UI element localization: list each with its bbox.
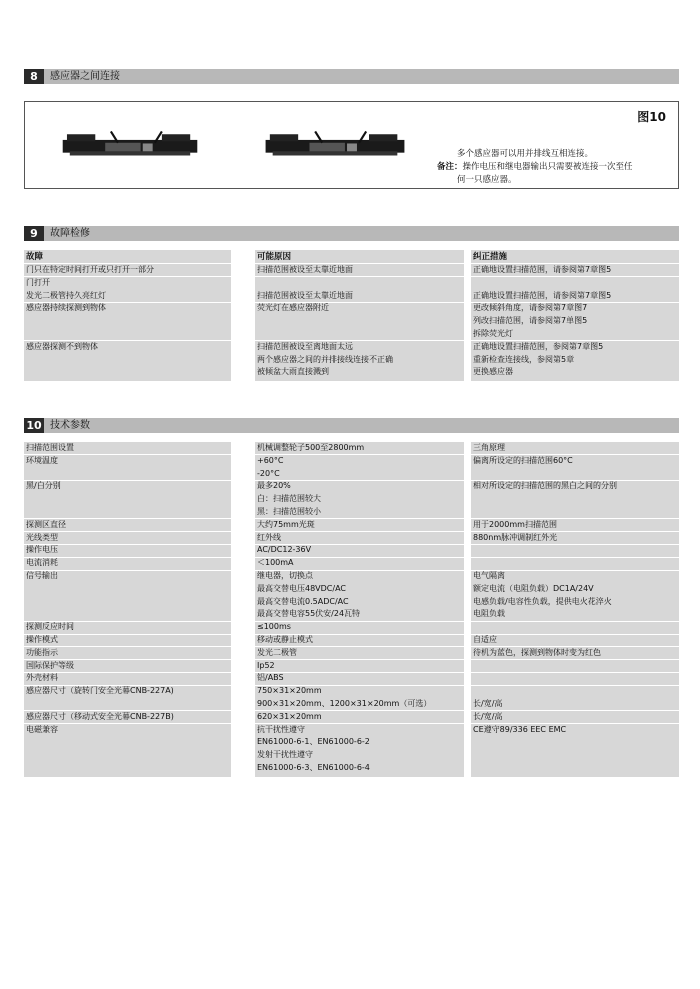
table-cell: 黑：扫描范围较小 — [257, 507, 321, 516]
table-cell: ＜100mA — [257, 558, 294, 568]
section-10-header — [24, 418, 679, 433]
sensor-image-left — [35, 130, 225, 164]
table-cell: 扫描范围被设至太靠近地面 — [257, 290, 353, 300]
table-cell: 正确地设置扫描范围，参阅第7章图5 — [473, 341, 604, 351]
table-cell: 620×31×20mm — [257, 711, 322, 721]
row-divider — [471, 276, 679, 277]
table-cell: 最高交替电容55伏安/24瓦特 — [257, 609, 361, 619]
table-cell: 自适应 — [473, 635, 497, 644]
table-cell: 用于2000mm扫描范围 — [473, 519, 557, 529]
table-cell: 750×31×20mm — [257, 686, 322, 696]
table-cell: 感应器尺寸（旋转门安全光幕CNB-227A) — [26, 686, 174, 696]
table-cell: 偏离所设定的扫描范围60°C — [473, 455, 573, 465]
table-cell: 额定电流（电阻负载）DC1A/24V — [473, 583, 594, 593]
table-cell: 扫描范围被设至离地面太远 — [257, 341, 353, 351]
row-divider — [471, 557, 679, 558]
row-divider — [255, 659, 464, 660]
note-label: 备注： — [437, 162, 463, 172]
table-cell: 国际保护等级 — [26, 660, 74, 670]
table-cell: 长/宽/高 — [473, 699, 503, 708]
table-cell: AC/DC12-36V — [257, 545, 312, 555]
section-title: 感应器之间连接 — [50, 71, 120, 82]
table-cell: 电磁兼容 — [26, 724, 58, 734]
table-cell: 被倾盆大雨直接溅到 — [257, 367, 329, 377]
table-cell: 信号输出 — [26, 571, 58, 580]
row-divider — [471, 659, 679, 660]
table-cell: 探测反应时间 — [26, 622, 74, 632]
caption-note — [437, 161, 675, 174]
section-title: 技术参数 — [50, 420, 90, 431]
table-cell: 门打开 — [26, 277, 50, 287]
table-cell: 铝/ABS — [257, 673, 284, 683]
table-cell: 电气隔离 — [473, 571, 505, 580]
table-cell: 长/宽/高 — [473, 711, 503, 721]
caption-line: 多个感应器可以用并排线互相连接。 — [457, 149, 594, 159]
row-divider — [255, 454, 464, 455]
table-cell: 电流消耗 — [26, 558, 58, 568]
table-cell: 感应器探测不到物体 — [26, 341, 98, 351]
table-cell: 待机为蓝色，探测到物体时变为红色 — [473, 647, 601, 657]
section-number: 8 — [24, 69, 44, 84]
row-divider — [471, 685, 679, 686]
table-cell: 感应器持续探测到物体 — [26, 303, 106, 313]
note-text: 操作电压和继电器输出只需要被连接一次至任 — [462, 162, 633, 172]
table-cell: 感应器尺寸（移动式安全光幕CNB-227B) — [26, 711, 174, 721]
table-cell: 正确地设置扫描范围，请参阅第7章图5 — [473, 290, 612, 300]
table-cell: 黑/白分别 — [26, 481, 61, 491]
section-number: 9 — [24, 226, 44, 241]
table-cell: 电阻负载 — [473, 609, 505, 619]
table-cell: 门只在特定时间打开或只打开一部分 — [26, 265, 154, 274]
figure-10-box — [24, 101, 679, 189]
table-cell: -20°C — [257, 468, 280, 478]
row-divider — [471, 672, 679, 673]
table-cell: EN61000-6-3、EN61000-6-4 — [257, 763, 370, 772]
table-cell: 拆除荧光灯 — [473, 329, 513, 338]
table-cell: 880nm脉冲调制红外光 — [473, 532, 558, 542]
table-cell: 环境温度 — [26, 455, 58, 465]
column-header: 可能原因 — [257, 252, 292, 262]
table-cell: 荧光灯在感应器附近 — [257, 303, 329, 313]
table-cell: +60°C — [257, 455, 284, 465]
table-cell: 发光二极管 — [257, 647, 297, 657]
column-header: 纠正措施 — [473, 252, 508, 262]
table-cell: 抗干扰性遵守 — [257, 724, 305, 734]
table-cell: 发射干扰性遵守 — [257, 750, 313, 760]
table-cell: 更改倾斜角度，请参阅第7章图7 — [473, 303, 588, 313]
table-cell: 最多20% — [257, 481, 291, 491]
table-cell: 两个感应器之间的并排接线连接不正确 — [257, 354, 393, 364]
table-cell: 红外线 — [257, 532, 281, 542]
table-cell: 最高交替电压48VDC/AC — [257, 583, 347, 593]
row-divider — [471, 544, 679, 545]
table-cell: 电感负载/电容性负载，提供电火花淬火 — [473, 596, 612, 606]
sensor-image-right — [237, 130, 433, 164]
table-cell: 相对所设定的扫描范围的黑白之间的分别 — [473, 481, 617, 491]
row-divider — [24, 276, 231, 277]
table-cell: 最高交替电流0.5ADC/AC — [257, 596, 349, 606]
table-cell: 正确地设置扫描范围，请参阅第7章图5 — [473, 265, 612, 274]
row-divider — [255, 531, 464, 532]
table-cell: 移动或静止模式 — [257, 635, 313, 644]
row-divider — [255, 276, 464, 277]
table-cell: 机械调整轮子500至2800mm — [257, 443, 365, 452]
row-divider — [255, 672, 464, 673]
note-text-continued: 何一只感应器。 — [457, 175, 517, 185]
section-8-header — [24, 69, 679, 84]
table-cell: 操作电压 — [26, 545, 58, 555]
section-title: 故障检修 — [50, 228, 90, 239]
table-cell: 功能指示 — [26, 647, 58, 657]
table-cell: 白：扫描范围较大 — [257, 494, 321, 504]
table-cell: 发光二极管持久亮红灯 — [26, 290, 106, 300]
table-cell: 大约75mm光斑 — [257, 519, 315, 529]
table-cell: 扫描范围被设至太靠近地面 — [257, 265, 353, 274]
row-divider — [471, 634, 679, 635]
table-cell: 三角原理 — [473, 443, 505, 452]
figure-label: 图10 — [637, 110, 666, 124]
table-cell: 扫描范围设置 — [26, 443, 74, 452]
table-cell: 继电器，切换点 — [257, 571, 313, 580]
table-cell: Ip52 — [257, 660, 275, 670]
table-cell: CE遵守89/336 EEC EMC — [473, 724, 567, 734]
column-header: 故障 — [26, 252, 44, 262]
section-9-header — [24, 226, 679, 241]
table-cell: EN61000-6-1、EN61000-6-2 — [257, 737, 370, 747]
table-cell: 列改扫描范围，请参阅第7单图5 — [473, 316, 588, 326]
table-cell: 光线类型 — [26, 532, 58, 542]
table-cell: 探测区直径 — [26, 519, 66, 529]
row-divider — [471, 621, 679, 622]
figure-caption — [437, 148, 675, 187]
table-cell: ≤100ms — [257, 622, 291, 632]
table-cell: 外壳材料 — [26, 673, 58, 683]
table-cell: 重新检查连接线，参阅第5章 — [473, 354, 575, 364]
table-cell: 操作模式 — [26, 635, 58, 644]
section-number: 10 — [24, 418, 44, 433]
table-cell: 更换感应器 — [473, 367, 513, 377]
table-cell: 900×31×20mm、1200×31×20mm（可选） — [257, 699, 432, 708]
